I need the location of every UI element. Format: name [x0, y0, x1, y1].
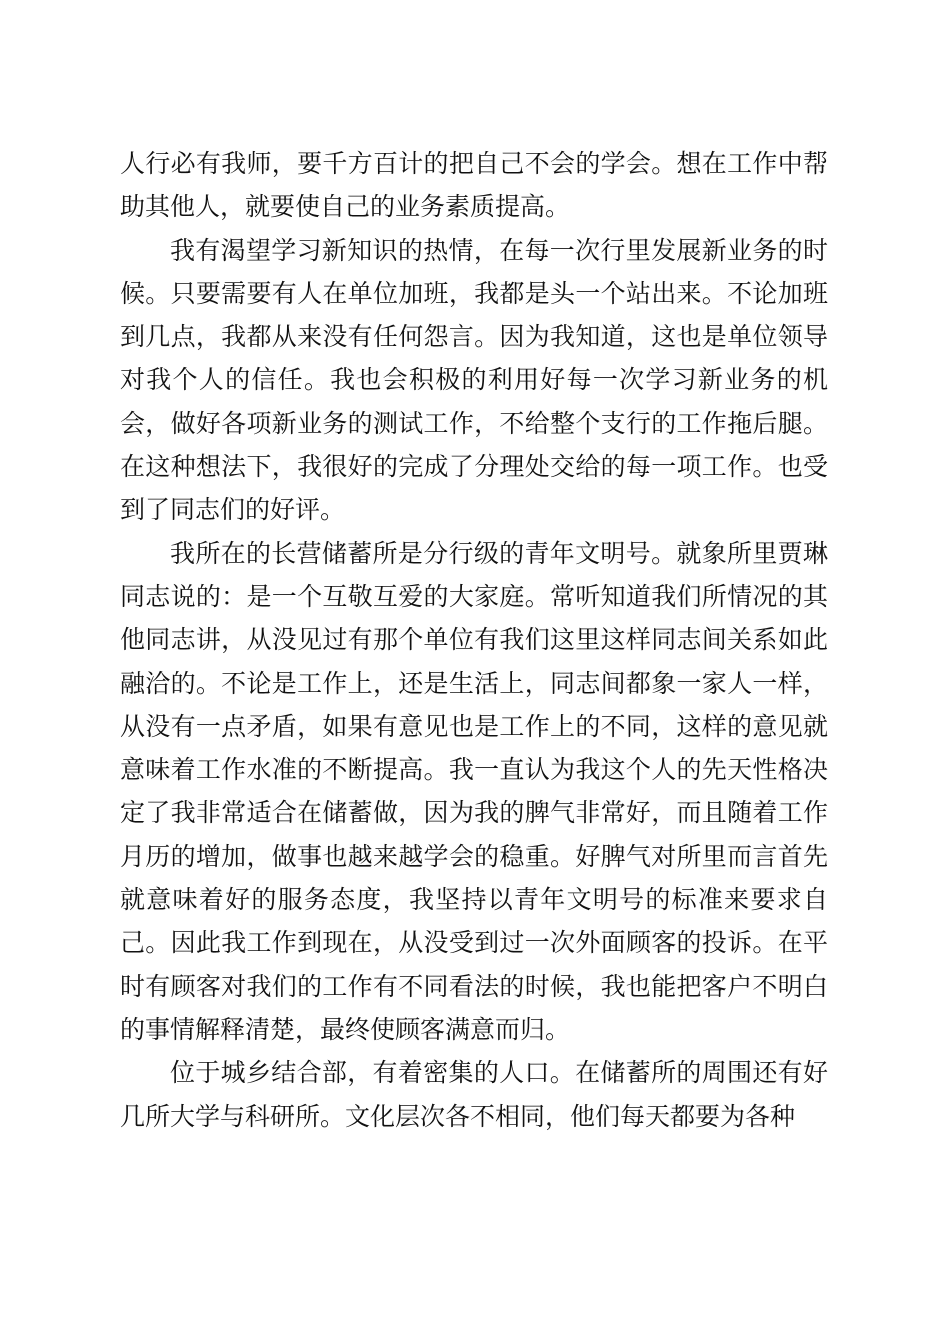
paragraph-3: 我所在的长营储蓄所是分行级的青年文明号。就象所里贾琳同志说的：是一个互敬互爱的大家庭。常听知道我们所情况的其他同志讲，从没见过有那个单位有我们这里这样同志间关系如此融洽的。不论是工作上，还是生活上，同志间都象一家人一样，从没有一点矛盾，如果有意见也是工作上的不同，这样的意见就意味着工作水准的不断提高。我一直认为我这个人的先天性格决定了我非常适合在储蓄做，因为我的脾气非常好，而且随着工作月历的增加，做事也越来越学会的稳重。好脾气对所里而言首先就意味着好的服务态度，我坚持以青年文明号的标准来要求自己。因此我工作到现在，从没受到过一次外面顾客的投诉。在平时有顾客对我们的工作有不同看法的时候，我也能把客户不明白的事情解释清楚，最终使顾客满意而归。: [120, 538, 828, 1044]
paragraph-1: 人行必有我师，要千方百计的把自己不会的学会。想在工作中帮助其他人，就要使自己的业务素质提高。: [120, 149, 828, 222]
paragraph-2: 我有渴望学习新知识的热情，在每一次行里发展新业务的时候。只要需要有人在单位加班，我都是头一个站出来。不论加班到几点，我都从来没有任何怨言。因为我知道，这也是单位领导对我个人的信任。我也会积极的利用好每一次学习新业务的机会，做好各项新业务的测试工作，不给整个支行的工作拖后腿。在这种想法下，我很好的完成了分理处交给的每一项工作。也受到了同志们的好评。: [120, 235, 828, 525]
paragraph-4: 位于城乡结合部，有着密集的人口。在储蓄所的周围还有好几所大学与科研所。文化层次各不相同，他们每天都要为各种: [120, 1058, 828, 1131]
document-body: [120, 142, 828, 1138]
